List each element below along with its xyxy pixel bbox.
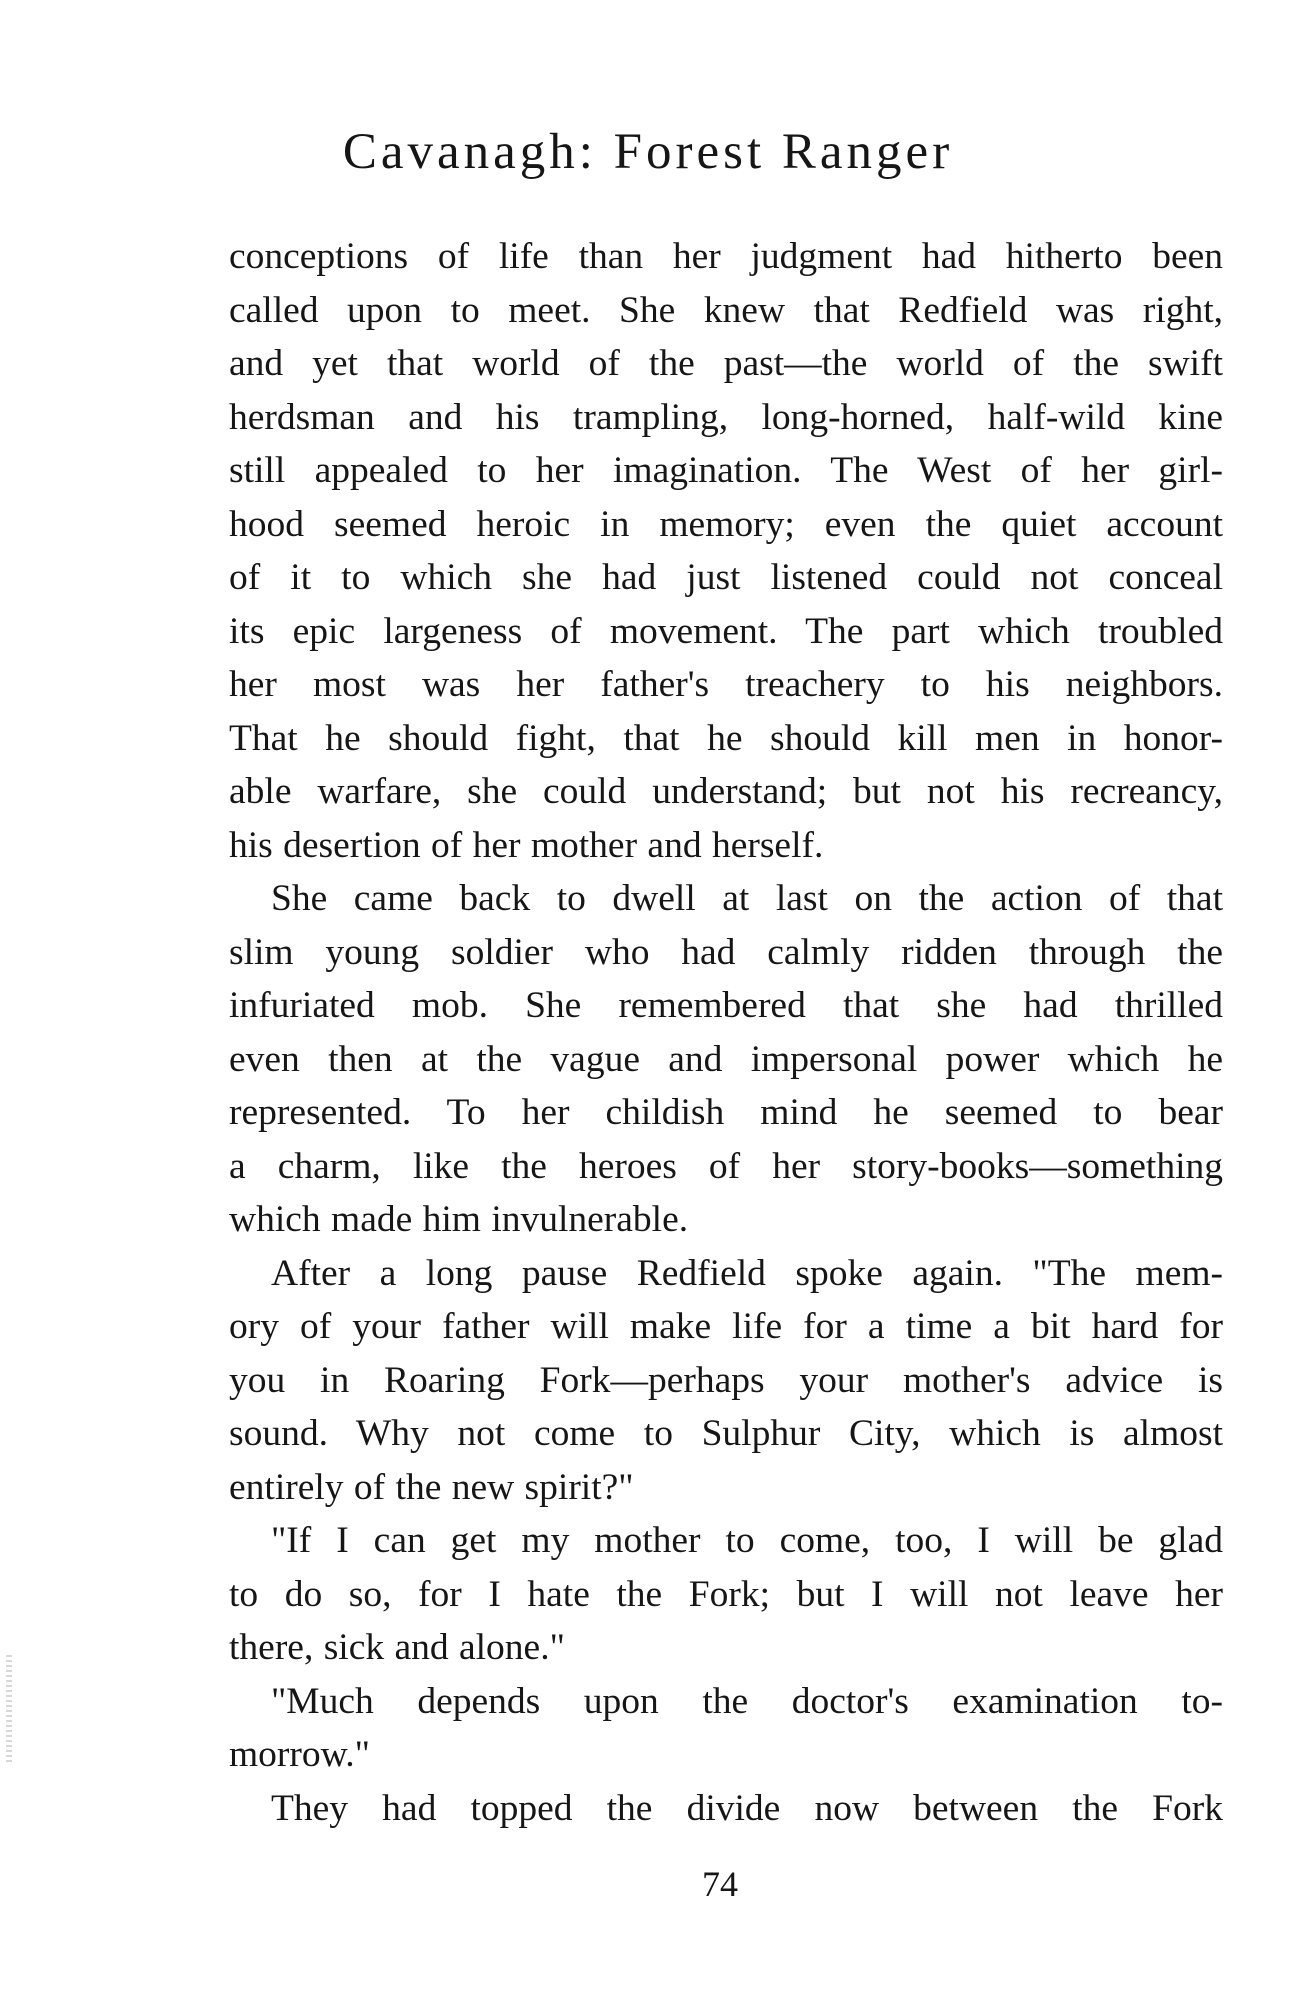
text-line: hood seemed heroic in memory; even the quiet account [229, 503, 1223, 545]
text-line: represented. To her childish mind he seemed to bear [229, 1092, 1223, 1133]
text-line: "Much depends upon the doctor's examination to- [271, 1680, 1223, 1722]
text-line: its epic largeness of movement. The part which troubled [229, 610, 1223, 652]
text-line: able warfare, she could understand; but not his recreancy, [229, 771, 1223, 812]
text-line: there, sick and alone." [229, 1627, 565, 1668]
scan-margin-artifact [6, 1655, 12, 1763]
paragraph [229, 230, 1223, 872]
running-head: Cavanagh: Forest Ranger [342, 124, 954, 180]
text-line: She came back to dwell at last on the action of that [271, 878, 1223, 919]
text-line: conceptions of life than her judgment had hitherto been [229, 236, 1223, 277]
text-line: called upon to meet. She knew that Redfield was right, [229, 289, 1223, 331]
text-line: of it to which she had just listened could not conceal [229, 557, 1223, 598]
text-line: slim young soldier who had calmly ridden through the [229, 931, 1223, 973]
page-number: 74 [702, 1864, 738, 1904]
text-line: After a long pause Redfield spoke again. "The mem- [271, 1252, 1223, 1294]
text-line: her most was her father's treachery to his neighbors. [229, 664, 1223, 705]
text-line: you in Roaring Fork—perhaps your mother's advice is [229, 1359, 1223, 1401]
paragraph [229, 872, 1223, 1247]
text-line: "If I can get my mother to come, too, I will be glad [271, 1520, 1223, 1561]
text-line: ory of your father will make life for a time a bit hard for [229, 1306, 1223, 1347]
text-line: They had topped the divide now between the Fork [271, 1787, 1223, 1829]
text-line: even then at the vague and impersonal power which he [229, 1038, 1223, 1080]
paragraph [229, 1514, 1223, 1675]
text-line: to do so, for I hate the Fork; but I will not leave her [229, 1573, 1223, 1615]
text-line: That he should fight, that he should kill men in honor- [229, 717, 1223, 759]
text-line: which made him invulnerable. [229, 1199, 689, 1240]
text-line: infuriated mob. She remembered that she had thrilled [229, 985, 1223, 1026]
body-text [229, 230, 1223, 1835]
text-line: herdsman and his trampling, long-horned, half-wild kine [229, 396, 1223, 438]
text-line: a charm, like the heroes of her story-books—something [229, 1145, 1223, 1187]
text-line: entirely of the new spirit?" [229, 1466, 634, 1508]
paragraph [229, 1782, 1223, 1836]
text-line: sound. Why not come to Sulphur City, which is almost [229, 1413, 1223, 1454]
text-line: morrow." [229, 1734, 370, 1775]
paragraph [229, 1675, 1223, 1782]
text-line: his desertion of her mother and herself. [229, 824, 824, 866]
paragraph [229, 1247, 1223, 1515]
text-line: still appealed to her imagination. The West of her girl- [229, 450, 1223, 491]
text-line: and yet that world of the past—the world of the swift [229, 343, 1223, 384]
